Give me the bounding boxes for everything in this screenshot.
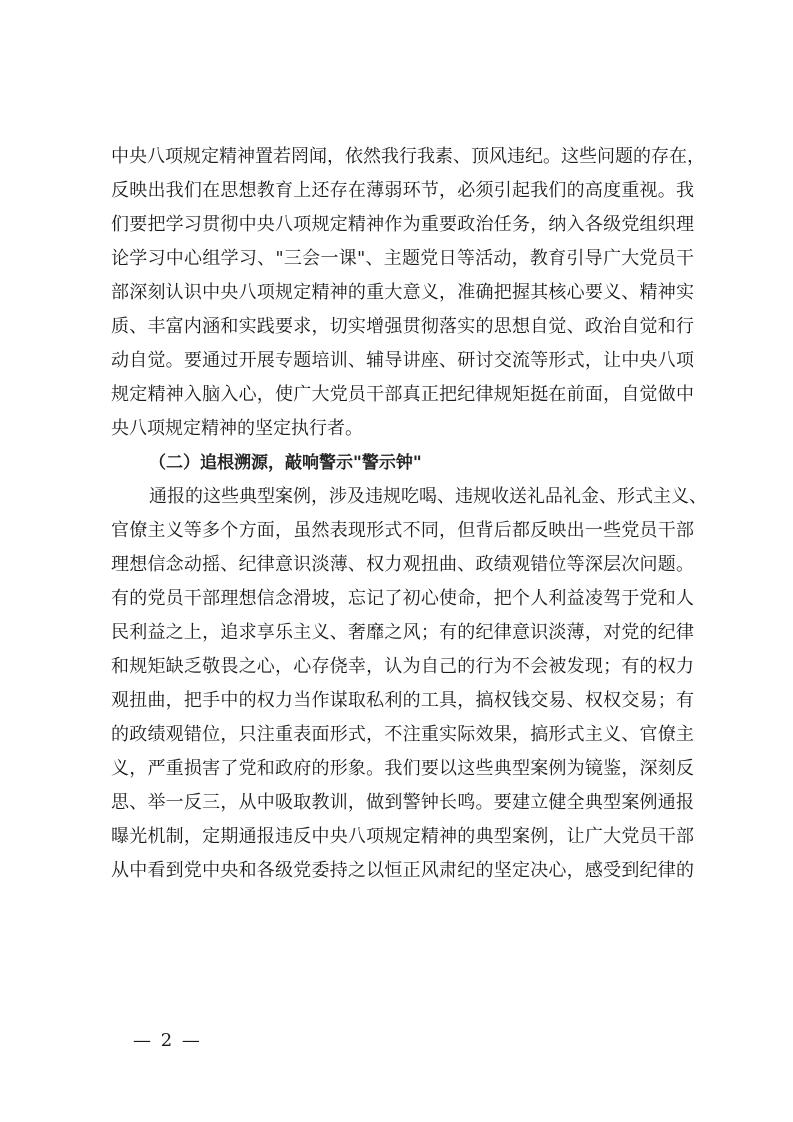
paragraph-typical-cases [111, 480, 707, 888]
text-line: 曝光机制，定期通报违反中央八项规定精神的典型案例，让广大党员干部 [111, 826, 694, 847]
page-number: — 2 — [133, 1030, 202, 1051]
text-line: 反映出我们在思想教育上还存在薄弱环节，必须引起我们的高度重视。我 [111, 180, 694, 201]
text-line: 央八项规定精神的坚定执行者。 [111, 418, 363, 439]
text-line: 观扭曲，把手中的权力当作谋取私利的工具，搞权钱交易、权权交易；有 [111, 690, 694, 711]
text-line: 规定精神入脑入心，使广大党员干部真正把纪律规矩挺在前面，自觉做中 [111, 384, 694, 405]
section-heading: （二）追根溯源，敲响警示"警示钟" [149, 453, 422, 473]
text-line: 通报的这些典型案例，涉及违规吃喝、违规收送礼品礼金、形式主义、 [149, 486, 707, 507]
text-line: 义，严重损害了党和政府的形象。我们要以这些典型案例为镜鉴，深刻反 [111, 758, 694, 779]
text-line: 的政绩观错位，只注重表面形式，不注重实际效果，搞形式主义、官僚主 [111, 724, 694, 745]
text-line: 论学习中心组学习、"三会一课"、主题党日等活动，教育引导广大党员干 [111, 248, 694, 269]
text-line: 民利益之上，追求享乐主义、奢靡之风；有的纪律意识淡薄，对党的纪律 [111, 622, 694, 643]
text-line: 们要把学习贯彻中央八项规定精神作为重要政治任务，纳入各级党组织理 [111, 214, 694, 235]
text-line: 从中看到党中央和各级党委持之以恒正风肃纪的坚定决心，感受到纪律的 [111, 860, 694, 881]
text-line: 理想信念动摇、纪律意识淡薄、权力观扭曲、政绩观错位等深层次问题。 [111, 554, 694, 575]
text-line: 官僚主义等多个方面，虽然表现形式不同，但背后都反映出一些党员干部 [111, 520, 694, 541]
text-line: 中央八项规定精神置若罔闻，依然我行我素、顶风违纪。这些问题的存在， [111, 146, 705, 167]
text-line: 和规矩缺乏敬畏之心，心存侥幸，认为自己的行为不会被发现；有的权力 [111, 656, 694, 677]
text-line: 质、丰富内涵和实践要求，切实增强贯彻落实的思想自觉、政治自觉和行 [111, 316, 694, 337]
text-line: 部深刻认识中央八项规定精神的重大意义，准确把握其核心要义、精神实 [111, 282, 694, 303]
document-body [111, 140, 707, 888]
text-line: 有的党员干部理想信念滑坡，忘记了初心使命，把个人利益凌驾于党和人 [111, 588, 694, 609]
text-line: 思、举一反三，从中吸取教训，做到警钟长鸣。要建立健全典型案例通报 [111, 792, 694, 813]
paragraph-thought-education [111, 140, 705, 446]
text-line: 动自觉。要通过开展专题培训、辅导讲座、研讨交流等形式，让中央八项 [111, 350, 694, 371]
